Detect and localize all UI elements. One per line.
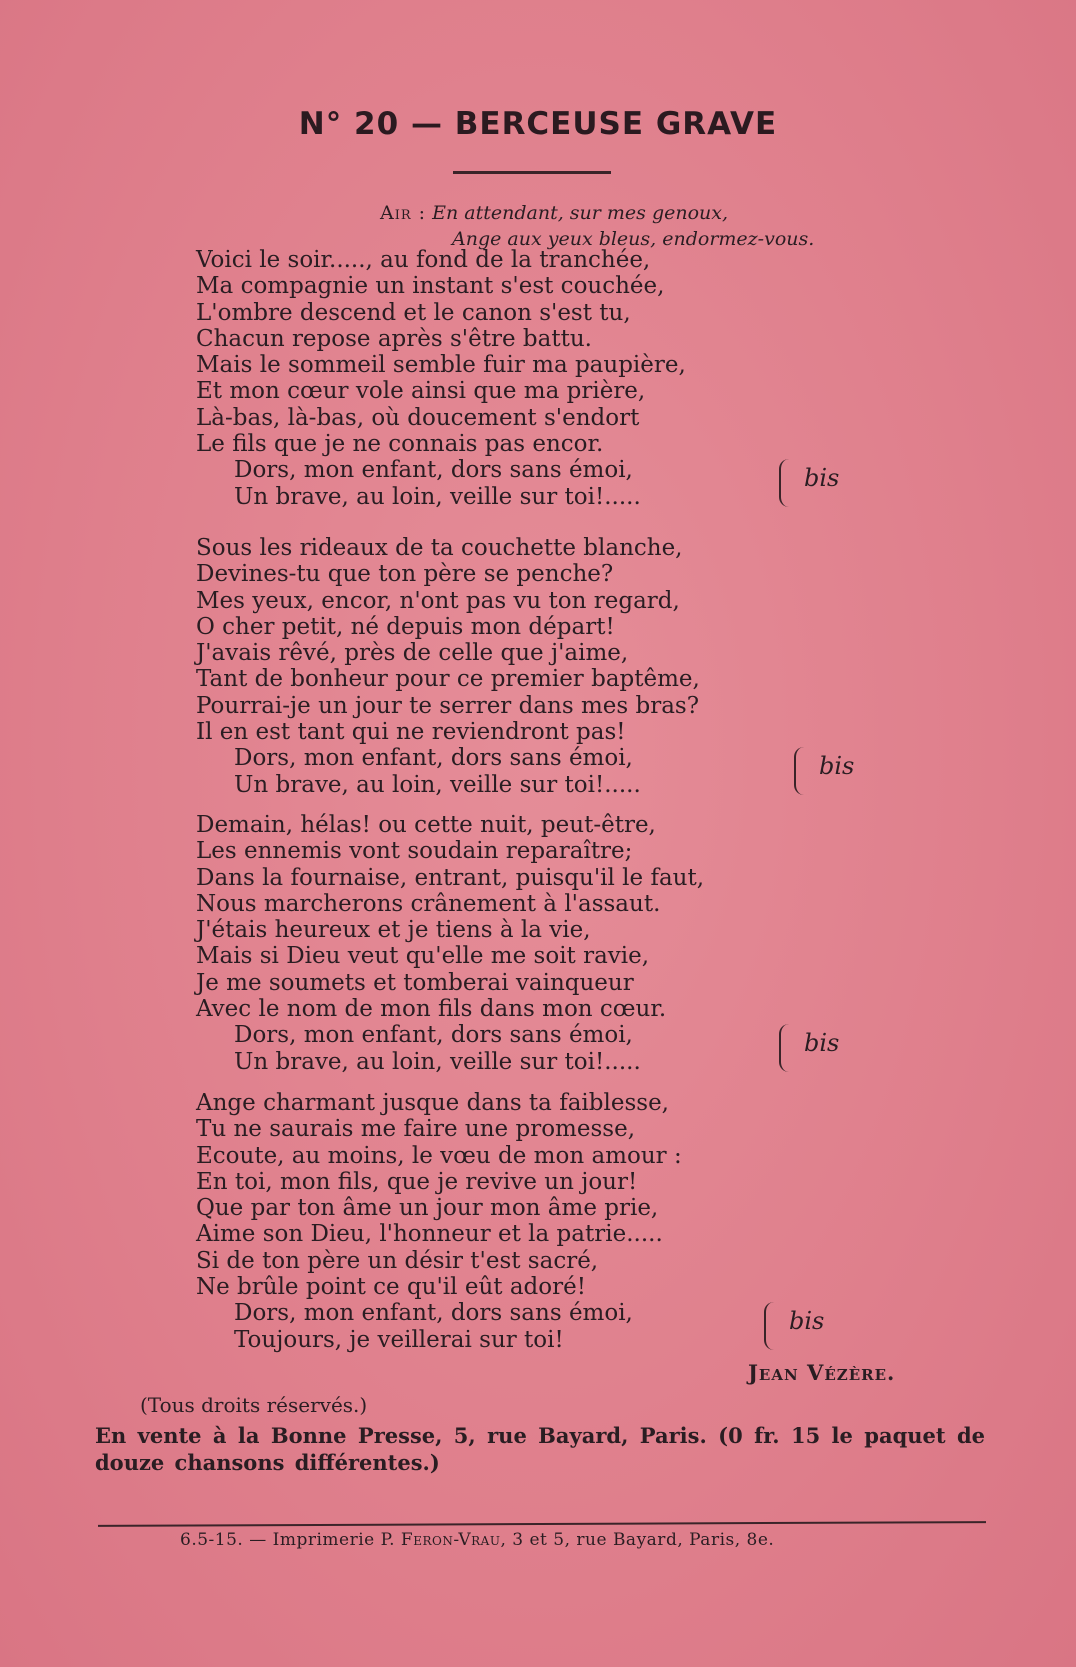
verse-line: Tant de bonheur pour ce premier baptême, [196, 666, 700, 693]
refrain-line: Dors, mon enfant, dors sans émoi, [234, 457, 633, 484]
bis-label: bis [804, 464, 840, 493]
refrain-line: Dors, mon enfant, dors sans émoi, [234, 1300, 633, 1327]
verse-line: Je me soumets et tomberai vainqueur [196, 969, 634, 996]
author-signature: Jean Vézère. [748, 1360, 896, 1385]
bis-label: bis [789, 1307, 825, 1336]
verse-line: Le fils que je ne connais pas encor. [196, 431, 604, 458]
footer-divider [98, 1521, 986, 1527]
verse-line: Si de ton père un désir t'est sacré, [196, 1247, 599, 1274]
refrain [234, 745, 855, 798]
verse-line: Il en est tant qui ne reviendront pas! [196, 719, 626, 746]
verse-line: Sous les rideaux de ta couchette blanche, [196, 535, 683, 561]
bis-label: bis [804, 1029, 840, 1058]
verse-line: Dans la fournaise, entrant, puisqu'il le faut, [196, 864, 705, 891]
air-label: Air : [380, 202, 427, 224]
verse-line: Mais si Dieu veut qu'elle me soit ravie, [196, 943, 650, 970]
verse-line: Voici le soir....., au fond de la tranchée, [196, 247, 651, 273]
verse-line: Chacun repose après s'être battu. [196, 325, 592, 352]
refrain-brace [779, 1024, 791, 1072]
verse-line: Demain, hélas! ou cette nuit, peut-être, [196, 812, 656, 838]
verse-line: Avec le nom de mon fils dans mon cœur. [196, 996, 667, 1023]
verse-line: Nous marcherons crânement à l'assaut. [196, 890, 661, 917]
verse-line: J'étais heureux et je tiens à la vie, [196, 917, 591, 944]
verse-line: J'avais rêvé, près de celle que j'aime, [196, 640, 629, 667]
verse-line: Devines-tu que ton père se penche? [196, 561, 614, 588]
refrain [234, 1022, 840, 1075]
verse-line: Mais le sommeil semble fuir ma paupière, [196, 352, 686, 379]
air-note [380, 200, 814, 252]
verse-line: Là-bas, là-bas, où doucement s'endort [196, 404, 640, 431]
printer-imprint [180, 1530, 774, 1550]
verse-line: Ecoute, au moins, le vœu de mon amour : [196, 1142, 682, 1169]
printer-name: Feron-Vrau, [400, 1530, 507, 1550]
stanza-1 [196, 247, 840, 510]
stanza-2 [196, 535, 855, 798]
verse-line: Mes yeux, encor, n'ont pas vu ton regard, [196, 587, 680, 614]
verse-line: Ma compagnie un instant s'est couchée, [196, 273, 665, 300]
sale-notice: En vente à la Bonne Presse, 5, rue Bayard, Paris. (0 fr. 15 le paquet de douze chansons différentes.) [95, 1423, 985, 1475]
verse-line: O cher petit, né depuis mon départ! [196, 613, 615, 640]
refrain-line: Un brave, au loin, veille sur toi!..... [234, 771, 641, 798]
air-line-2: Ange aux yeux bleus, endormez-vous. [452, 228, 815, 250]
verse-line: L'ombre descend et le canon s'est tu, [196, 299, 631, 326]
bis-label: bis [819, 752, 855, 781]
refrain-brace [764, 1302, 776, 1350]
refrain-line: Dors, mon enfant, dors sans émoi, [234, 1022, 633, 1049]
refrain-brace [779, 459, 791, 507]
refrain-line: Un brave, au loin, veille sur toi!..... [234, 1048, 641, 1075]
refrain-line: Dors, mon enfant, dors sans émoi, [234, 745, 633, 772]
refrain [234, 457, 840, 510]
verse-line: Les ennemis vont soudain reparaître; [196, 838, 633, 865]
refrain-brace [794, 747, 806, 795]
rights-notice: (Tous droits réservés.) [140, 1393, 368, 1417]
verse-line: Aime son Dieu, l'honneur et la patrie..... [196, 1221, 663, 1248]
printer-prefix: 6.5-15. — Imprimerie P. [180, 1530, 396, 1550]
air-line-1: En attendant, sur mes genoux, [432, 202, 729, 224]
verse-line: Tu ne saurais me faire une promesse, [196, 1116, 635, 1143]
verse-line: Ne brûle point ce qu'il eût adoré! [196, 1274, 586, 1301]
stanza-3 [196, 812, 840, 1075]
refrain-line: Un brave, au loin, veille sur toi!..... [234, 483, 641, 510]
verse-line: Et mon cœur vole ainsi que ma prière, [196, 378, 646, 405]
page-title: N° 20 — BERCEUSE GRAVE [298, 106, 778, 142]
title-divider [453, 171, 611, 174]
stanza-4 [196, 1090, 825, 1353]
refrain-line: Toujours, je veillerai sur toi! [234, 1326, 564, 1353]
verse-line: Pourrai-je un jour te serrer dans mes bras? [196, 692, 700, 719]
verse-line: Ange charmant jusque dans ta faiblesse, [196, 1090, 669, 1116]
printer-address: 3 et 5, rue Bayard, Paris, 8e. [512, 1530, 775, 1550]
verse-line: En toi, mon fils, que je revive un jour! [196, 1168, 638, 1195]
verse-line: Que par ton âme un jour mon âme prie, [196, 1195, 659, 1222]
refrain [234, 1300, 825, 1353]
